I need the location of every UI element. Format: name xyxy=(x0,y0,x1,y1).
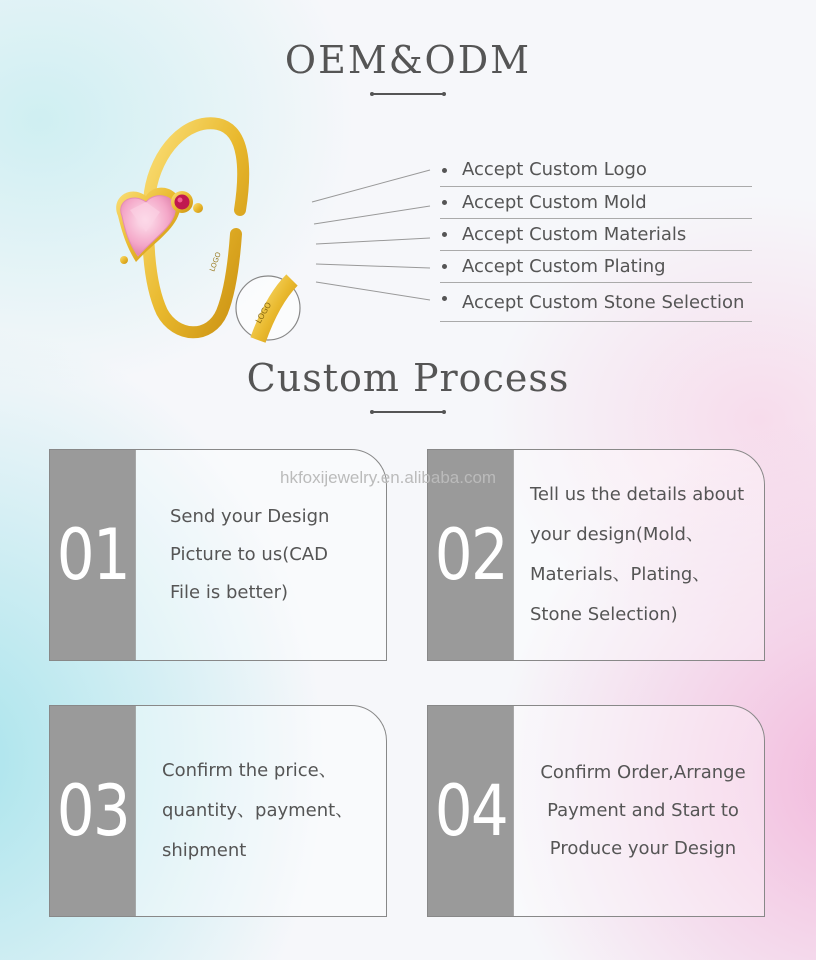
process-step-card xyxy=(49,705,387,917)
step-description: Send your Design Picture to us(CAD File is better) xyxy=(170,506,330,603)
feature-item: Accept Custom Materials xyxy=(440,219,752,251)
feature-item: Accept Custom Logo xyxy=(440,150,752,187)
bullet-icon xyxy=(442,168,447,173)
bullet-icon xyxy=(442,200,447,205)
feature-item: Accept Custom Stone Selection xyxy=(440,283,752,322)
feature-list xyxy=(440,150,752,322)
title-divider xyxy=(370,90,446,98)
step-description: Confirm the price、quantity、payment、shipment xyxy=(162,760,354,861)
step-number: 03 xyxy=(50,706,136,916)
engraving-text: LOGO xyxy=(208,251,223,273)
zoom-engraving-text: LOGO xyxy=(253,300,274,325)
ruby-stone xyxy=(175,195,190,210)
watermark-text: hkfoxijewelry.en.alibaba.com xyxy=(280,468,497,487)
leader-lines xyxy=(300,160,450,320)
step-description: Tell us the details about your design(Mold、Materials、Plating、Stone Selection) xyxy=(530,484,745,625)
process-step-card xyxy=(427,705,765,917)
title-divider xyxy=(370,408,446,416)
step-number: 04 xyxy=(428,706,514,916)
step-number: 02 xyxy=(428,450,514,660)
step-number: 01 xyxy=(50,450,136,660)
bullet-icon xyxy=(442,232,447,237)
bullet-icon xyxy=(442,296,447,301)
feature-item: Accept Custom Mold xyxy=(440,187,752,219)
step-description: Confirm Order,Arrange Payment and Start to Produce your Design xyxy=(540,762,746,859)
custom-process-title: Custom Process xyxy=(246,356,570,400)
oem-odm-title: OEM&ODM xyxy=(284,38,532,82)
feature-item: Accept Custom Plating xyxy=(440,251,752,283)
bullet-icon xyxy=(442,264,447,269)
